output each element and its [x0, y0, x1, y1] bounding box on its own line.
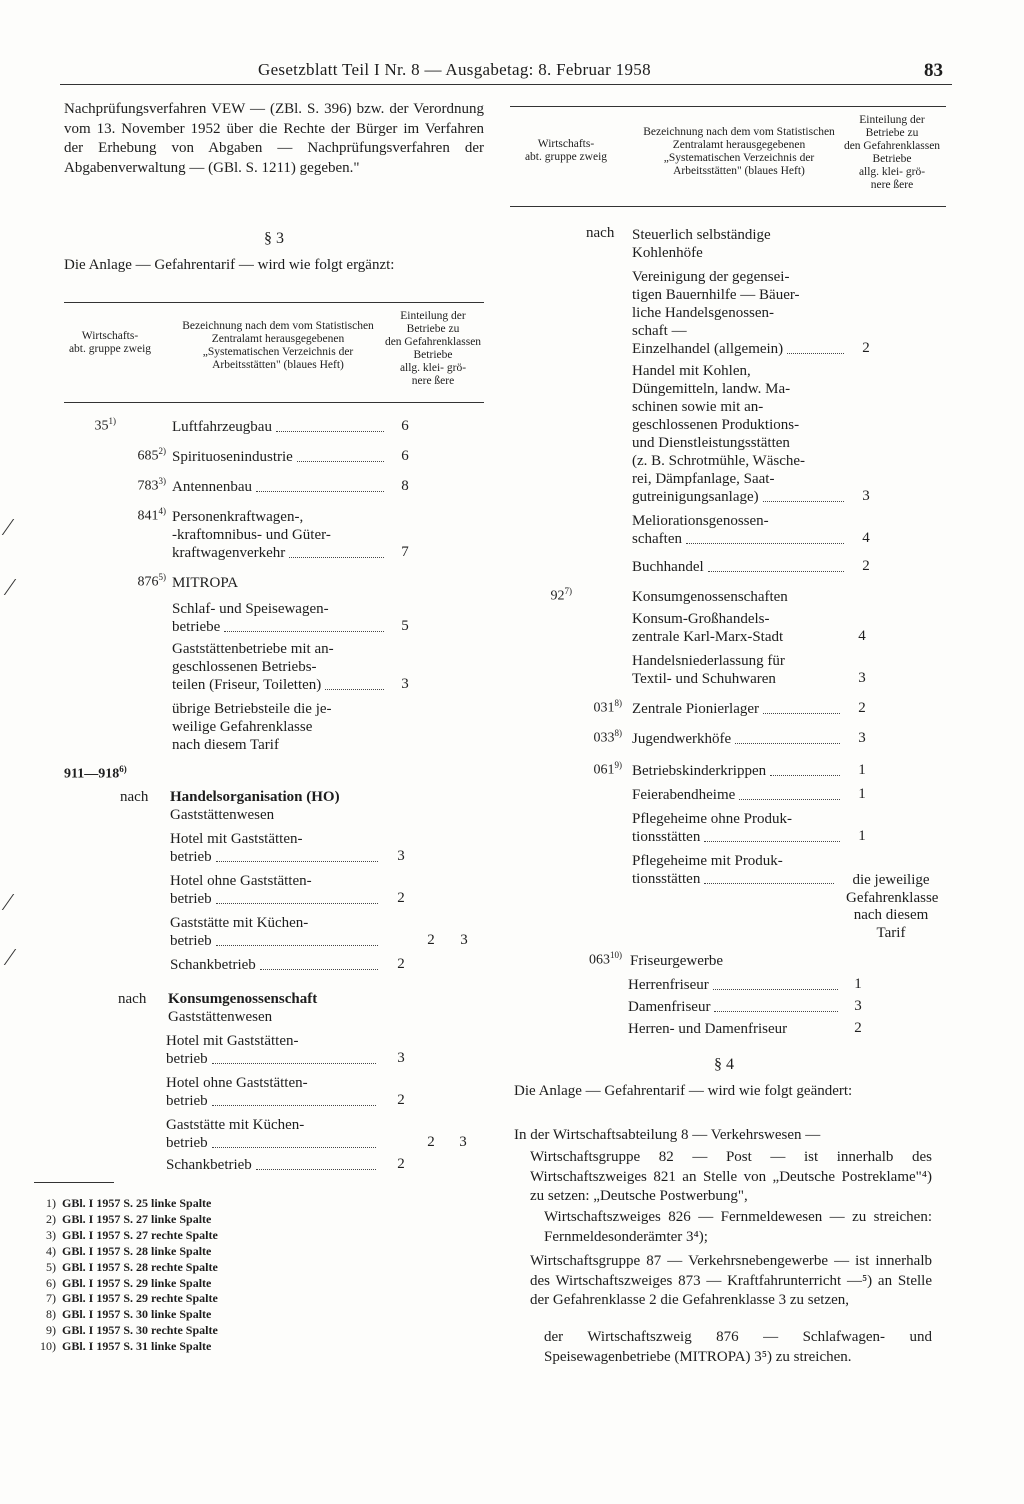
- left-th-col1: Wirtschafts- abt. gruppe zweig: [68, 330, 152, 355]
- row-buchhandel: Buchhandel: [632, 558, 848, 576]
- ho-schankbetrieb: Schankbetrieb: [170, 956, 382, 974]
- footnote-rule: [34, 1182, 114, 1183]
- value-schlafwagen: 5: [401, 618, 409, 634]
- code-685: 685$^{2)}$: [137, 446, 166, 464]
- left-table-top-rule: [64, 302, 484, 303]
- value-pflegeheime-ohne: 1: [858, 828, 866, 844]
- row-gaststaettenbetriebe: Gaststättenbetriebe mit an- geschlossenen Betriebs- teilen (Friseur, Toiletten): [172, 640, 388, 694]
- footnote-item: 8) GBl. I 1957 S. 30 linke Spalte: [46, 1307, 212, 1322]
- ho-gaststaette-value1: 2: [427, 932, 435, 948]
- ho-schankbetrieb-value: 2: [397, 956, 405, 972]
- section-3-heading: § 3: [264, 230, 284, 247]
- row-herrenfriseur: Herrenfriseur: [628, 976, 842, 994]
- ho-hotel-mit-value: 3: [397, 848, 405, 864]
- left-th-col3: Einteilung der Betriebe zu den Gefahrenklassen Betriebe allg. klei- grö- nere ßere: [384, 310, 482, 387]
- footnote-item: 3) GBl. I 1957 S. 27 rechte Spalte: [46, 1227, 218, 1242]
- code-92: 92$^{7)}$: [550, 586, 572, 604]
- margin-check-mark: ⁄: [8, 575, 13, 601]
- value-handelsniederlassung: 3: [858, 670, 866, 686]
- ho-prefix: nach: [120, 789, 149, 805]
- code-063: 063$^{10)}$: [589, 950, 622, 968]
- footnotes: [30, 1196, 330, 1355]
- section-4-p2: Wirtschaftsgruppe 82 — Post — ist innerhalb des Wirtschaftszweiges 821 an Stelle von „Deutsche Postreklame"⁴) zu setzen: „Deutsche Postwerbung",: [530, 1149, 932, 1204]
- value-herrenfriseur: 1: [854, 976, 862, 992]
- row-damenfriseur: Damenfriseur: [628, 998, 842, 1016]
- kg-gaststaette-value2: 3: [459, 1134, 467, 1150]
- section-4-text: Die Anlage — Gefahrentarif — wird wie folgt geändert:: [514, 1083, 853, 1099]
- row-uebrige: übrige Betriebsteile die je- weilige Gefahrenklasse nach diesem Tarif: [172, 701, 332, 753]
- section-4-p3: Wirtschaftszweiges 826 — Fernmeldewesen — zu streichen: Fernmeldesonderämter 3⁴);: [544, 1209, 932, 1245]
- value-buchhandel: 2: [862, 558, 870, 574]
- value-gaststaettenbetriebe: 3: [401, 676, 409, 692]
- row-handel-kohlen: Handel mit Kohlen, Düngemitteln, landw. Ma- schinen sowie mit an- geschlossenen Produktions- und Dienstleistungsstätten (z. B. Schrotmühle, Wäsche- rei, Dämpfanlage, Saat- gutreinigungsanlage): [632, 362, 848, 506]
- margin-check-mark: ⁄: [8, 945, 13, 971]
- code-033: 033$^{8)}$: [593, 728, 622, 746]
- footnote-item: 1) GBl. I 1957 S. 25 linke Spalte: [46, 1196, 212, 1210]
- row-bauernhilfe: Vereinigung der gegensei- tigen Bauernhilfe — Bäuer- liche Handelsgenossen- schaft — Einzelhandel (allgemein): [632, 268, 848, 358]
- footnote-item: 5) GBl. I 1957 S. 28 rechte Spalte: [46, 1259, 218, 1274]
- footnote-item: 7) GBl. I 1957 S. 29 rechte Spalte: [46, 1291, 218, 1306]
- ho-sub: Gaststättenwesen: [170, 807, 275, 823]
- section-4-p4: Wirtschaftsgruppe 87 — Verkehrsnebengewerbe — ist innerhalb des Wirtschaftszweiges 873 — Kraftfahrunterricht —⁵) an Stelle der Gefahrenklasse 2 die Gefahrenklasse 3 zu setzen,: [530, 1253, 932, 1308]
- ho-title: Handelsorganisation (HO): [170, 789, 340, 805]
- kg-hotel-mit: Hotel mit Gaststätten- betrieb: [166, 1032, 380, 1068]
- footnote-item: 2) GBl. I 1957 S. 27 linke Spalte: [46, 1211, 212, 1226]
- section-4-p1: In der Wirtschaftsabteilung 8 — Verkehrswesen —: [514, 1127, 821, 1143]
- right-table-bottom-rule: [510, 206, 946, 207]
- page-number: 83: [924, 60, 943, 81]
- header-rule: [60, 84, 952, 85]
- row-herren-damenfriseur: Herren- und Damenfriseur: [628, 1021, 788, 1037]
- value-bauernhilfe: 2: [862, 340, 870, 356]
- row-friseurgewerbe: Friseurgewerbe: [630, 953, 724, 969]
- row-kraftwagen: Personenkraftwagen-, -kraftomnibus- und Güter- kraftwagenverkehr: [172, 508, 388, 562]
- row-konsum-grosshandel: Konsum-Großhandels- zentrale Karl-Marx-Stadt: [632, 611, 784, 645]
- row-feierabendheime: Feierabendheime: [632, 786, 844, 804]
- code-35: 35$^{1)}$: [94, 416, 116, 434]
- footnote-item: 9) GBl. I 1957 S. 30 rechte Spalte: [46, 1323, 218, 1338]
- kg-sub: Gaststättenwesen: [168, 1009, 273, 1025]
- value-kraftwagen: 7: [401, 544, 409, 560]
- value-feierabendheime: 1: [858, 786, 866, 802]
- right-th-col2: Bezeichnung nach dem vom Statistischen Zentralamt herausgegebenen „Systematischen Verzeichnis der Arbeitsstätten" (blaues Heft): [643, 126, 835, 177]
- value-pionierlager: 2: [858, 700, 866, 716]
- left-th-col2: Bezeichnung nach dem vom Statistischen Zentralamt herausgegebenen „Systematischen Verzeichnis der Arbeitsstätten" (blaues Heft): [182, 320, 374, 371]
- value-kinderkrippen: 1: [858, 762, 866, 778]
- code-841: 841$^{4)}$: [137, 506, 166, 524]
- code-031: 031$^{8)}$: [593, 698, 622, 716]
- code-061: 061$^{9)}$: [593, 760, 622, 778]
- footnote-item: 6) GBl. I 1957 S. 29 linke Spalte: [46, 1275, 212, 1290]
- row-kinderkrippen: Betriebskinderkrippen: [632, 762, 844, 780]
- row-melioration: Meliorationsgenossen- schaften: [632, 512, 848, 548]
- row-antennenbau: Antennenbau: [172, 478, 388, 496]
- right-prefix-nach: nach: [586, 225, 615, 241]
- value-herren-damenfriseur: 2: [854, 1020, 862, 1036]
- kg-schankbetrieb-value: 2: [397, 1156, 405, 1172]
- margin-check-mark: ⁄: [6, 515, 11, 541]
- kg-prefix: nach: [118, 991, 147, 1007]
- value-pflegeheime-mit: die jeweilige Gefahrenklasse nach diesem Tarif: [846, 872, 939, 941]
- ho-hotel-mit: Hotel mit Gaststätten- betrieb: [170, 830, 382, 866]
- section-3-text: Die Anlage — Gefahrentarif — wird wie folgt ergänzt:: [64, 257, 395, 273]
- kg-gaststaette: Gaststätte mit Küchen- betrieb: [166, 1116, 380, 1152]
- ho-hotel-ohne: Hotel ohne Gaststätten- betrieb: [170, 872, 382, 908]
- footnote-item: 4) GBl. I 1957 S. 28 linke Spalte: [46, 1243, 212, 1258]
- value-damenfriseur: 3: [854, 998, 862, 1014]
- value-antennenbau: 8: [401, 478, 409, 494]
- kg-gaststaette-value1: 2: [427, 1134, 435, 1150]
- section-4-heading: § 4: [714, 1056, 734, 1073]
- code-911-918: 911—918$^{6)}$: [64, 764, 127, 782]
- section-4-p5: der Wirtschaftszweig 876 — Schlafwagen- und Speisewagenbetriebe (MITROPA) 3⁵) zu streichen.: [544, 1329, 932, 1365]
- kg-hotel-mit-value: 3: [397, 1050, 405, 1066]
- ho-gaststaette: Gaststätte mit Küchen- betrieb: [170, 914, 382, 950]
- kg-schankbetrieb: Schankbetrieb: [166, 1156, 380, 1174]
- row-konsumgenossenschaften: Konsumgenossenschaften: [632, 589, 788, 605]
- row-pflegeheime-ohne: Pflegeheime ohne Produk- tionsstätten: [632, 810, 844, 846]
- value-melioration: 4: [862, 530, 870, 546]
- value-konsum-grosshandel: 4: [858, 628, 866, 644]
- kg-title: Konsumgenossenschaft: [168, 991, 318, 1007]
- right-th-col1: Wirtschafts- abt. gruppe zweig: [524, 138, 608, 163]
- right-table-top-rule: [510, 106, 946, 107]
- kg-hotel-ohne-value: 2: [397, 1092, 405, 1108]
- footnote-item: 10) GBl. I 1957 S. 31 linke Spalte: [40, 1339, 212, 1354]
- row-schlafwagen: Schlaf- und Speisewagen- betriebe: [172, 600, 388, 636]
- row-kohlenhoefe: Steuerlich selbständige Kohlenhöfe: [632, 227, 771, 261]
- row-mitropa: MITROPA: [172, 575, 239, 591]
- margin-check-mark: ⁄: [6, 890, 11, 916]
- ho-hotel-ohne-value: 2: [397, 890, 405, 906]
- intro-paragraph: Nachprüfungsverfahren VEW — (ZBl. S. 396) bzw. der Verordnung vom 13. November 1952 über die Rechte der Bürger im Verfahren der Erhebung von Abgaben — Nachprüfungsverfahren der Abgabenverwaltung — (GBl. S. 1211) gegeben.": [64, 101, 484, 176]
- left-table-bottom-rule: [64, 402, 484, 403]
- row-jugendwerkhoefe: Jugendwerkhöfe: [632, 730, 844, 748]
- row-pflegeheime-mit: Pflegeheime mit Produk- tionsstätten: [632, 852, 838, 888]
- row-spirituosen: Spirituosenindustrie: [172, 448, 388, 466]
- code-876: 876$^{5)}$: [137, 572, 166, 590]
- value-handel-kohlen: 3: [862, 488, 870, 504]
- right-th-col3: Einteilung der Betriebe zu den Gefahrenklassen Betriebe allg. klei- grö- nere ßere: [843, 114, 941, 191]
- value-spirituosen: 6: [401, 448, 409, 464]
- row-pionierlager: Zentrale Pionierlager: [632, 700, 844, 718]
- row-luftfahrzeugbau: Luftfahrzeugbau: [172, 418, 388, 436]
- value-jugendwerkhoefe: 3: [858, 730, 866, 746]
- value-luftfahrzeugbau: 6: [401, 418, 409, 434]
- row-handelsniederlassung: Handelsniederlassung für Textil- und Schuhwaren: [632, 653, 785, 687]
- page-header-title: Gesetzblatt Teil I Nr. 8 — Ausgabetag: 8. Februar 1958: [258, 60, 651, 79]
- ho-gaststaette-value2: 3: [460, 932, 468, 948]
- kg-hotel-ohne: Hotel ohne Gaststätten- betrieb: [166, 1074, 380, 1110]
- code-783: 783$^{3)}$: [137, 476, 166, 494]
